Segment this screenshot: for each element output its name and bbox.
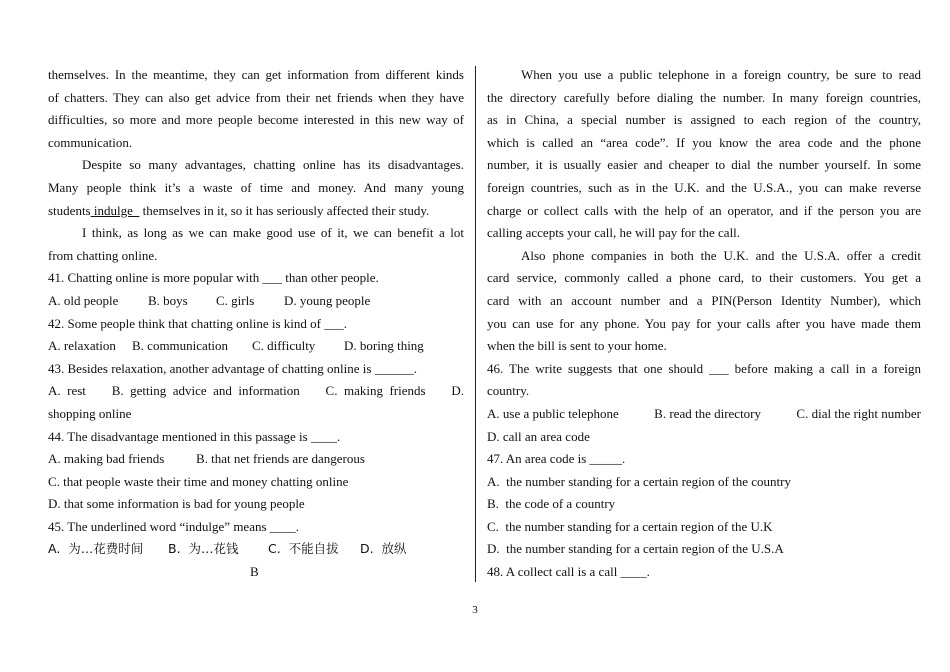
option: D. that some information is bad for young people	[48, 496, 305, 512]
question-42: 42. Some people think that chatting online is kind of ___.	[48, 315, 347, 331]
text-fragment: themselves in it, so it has seriously affected their study.	[139, 202, 430, 218]
passage-line: card with an account number and a PIN(Person Identity Number), which	[487, 292, 921, 308]
passage-line: Many people think it’s a waste of time and money. And many young	[48, 179, 464, 195]
passage-line: difficulties, so more and more people become interested in this new way of	[48, 112, 464, 128]
question-42-options	[48, 335, 464, 358]
left-column	[48, 64, 464, 561]
passage-line: card service, commonly called a phone card, to their customers. You get a	[487, 270, 921, 286]
passage-line	[48, 200, 464, 223]
passage-line: when the bill is sent to your home.	[487, 338, 667, 354]
option: B. read the directory	[654, 405, 762, 421]
passage-line: I think, as long as we can make good use of it, we can benefit a lot	[82, 225, 464, 241]
option: B. communication	[132, 338, 229, 354]
column-divider	[475, 66, 476, 582]
option: C. making friends	[325, 383, 426, 399]
question-44-options-ab	[48, 448, 464, 471]
passage-line: as in China, a special number is assigned to each region of the country,	[487, 112, 921, 128]
option: A. 为…花费时间	[48, 541, 144, 557]
option: A. relaxation	[48, 338, 116, 354]
option: B. boys	[148, 292, 188, 308]
right-column	[487, 64, 921, 584]
passage-line: themselves. In the meantime, they can get information from different kinds	[48, 67, 464, 82]
option: A. the number standing for a certain region of the country	[487, 473, 791, 489]
question-41-options	[48, 290, 464, 313]
passage-line: calling accepts your call, he will pay for the call.	[487, 225, 741, 241]
passage-line: Despite so many advantages, chatting online has its disadvantages.	[82, 157, 464, 173]
answer-key: B	[250, 564, 259, 579]
passage-line: foreign countries, such as in the U.K. and the U.S.A., you can make reverse	[487, 179, 921, 195]
option: C. 不能自拔	[268, 541, 339, 557]
question-43: 43. Besides relaxation, another advantage of chatting online is ______.	[48, 360, 417, 376]
option: D. boring thing	[344, 338, 424, 354]
option: B. that net friends are dangerous	[196, 451, 365, 467]
question-43-options	[48, 380, 464, 403]
passage-line: which is called an “area code”. If you know the area code and the phone	[487, 134, 921, 150]
passage-line: When you use a public telephone in a foreign country, be sure to read	[521, 67, 921, 82]
passage-line: charge or collect calls with the help of an operator, and if the person you are	[487, 202, 921, 218]
question-43-option-continued: shopping online	[48, 405, 132, 421]
option: C. difficulty	[252, 338, 316, 354]
question-45: 45. The underlined word “indulge” means ____.	[48, 518, 300, 534]
option: C. the number standing for a certain region of the U.K	[487, 518, 773, 534]
passage-line: from chatting online.	[48, 247, 158, 263]
option: C. dial the right number	[796, 405, 921, 421]
underlined-word-indulge: indulge	[90, 202, 140, 218]
question-46-continued: country.	[487, 383, 530, 399]
question-44: 44. The disadvantage mentioned in this passage is ____.	[48, 428, 341, 444]
question-46-options	[487, 403, 921, 426]
option: A. making bad friends	[48, 451, 165, 467]
passage-line: Also phone companies in both the U.K. and the U.S.A. offer a credit	[521, 247, 921, 263]
option: A. rest	[48, 383, 86, 399]
option: A. old people	[48, 292, 119, 308]
option: B. the code of a country	[487, 496, 616, 512]
question-41: 41. Chatting online is more popular with ___ than other people.	[48, 270, 379, 286]
passage-line: communication.	[48, 134, 133, 150]
option: B. 为…花钱	[168, 541, 239, 557]
option: D. 放纵	[360, 541, 407, 557]
question-48: 48. A collect call is a call ____.	[487, 564, 650, 580]
option: A. use a public telephone	[487, 405, 619, 421]
passage-line: number, it is usually easier and cheaper to dial the number yourself. In some	[487, 157, 921, 173]
option: C. girls	[216, 292, 255, 308]
option: D. call an area code	[487, 428, 590, 444]
option: D. the number standing for a certain region of the U.S.A	[487, 541, 784, 557]
question-47: 47. An area code is _____.	[487, 451, 626, 467]
option: C. that people waste their time and money chatting online	[48, 473, 349, 489]
question-45-options	[48, 538, 464, 561]
text-fragment: students	[48, 202, 91, 218]
option: B. getting advice and information	[111, 383, 300, 399]
passage-line: of chatters. They can also get advice from their net friends when they have	[48, 89, 464, 105]
option: D. young people	[284, 292, 371, 308]
passage-line: the directory carefully before dialing the number. In many foreign countries,	[487, 89, 921, 105]
question-46: 46. The write suggests that one should ___ before making a call in a foreign	[487, 360, 921, 376]
option: D.	[451, 383, 464, 399]
passage-line: you can use for any phone. You pay for your calls after you have made them	[487, 315, 921, 331]
page-number: 3	[472, 604, 478, 616]
